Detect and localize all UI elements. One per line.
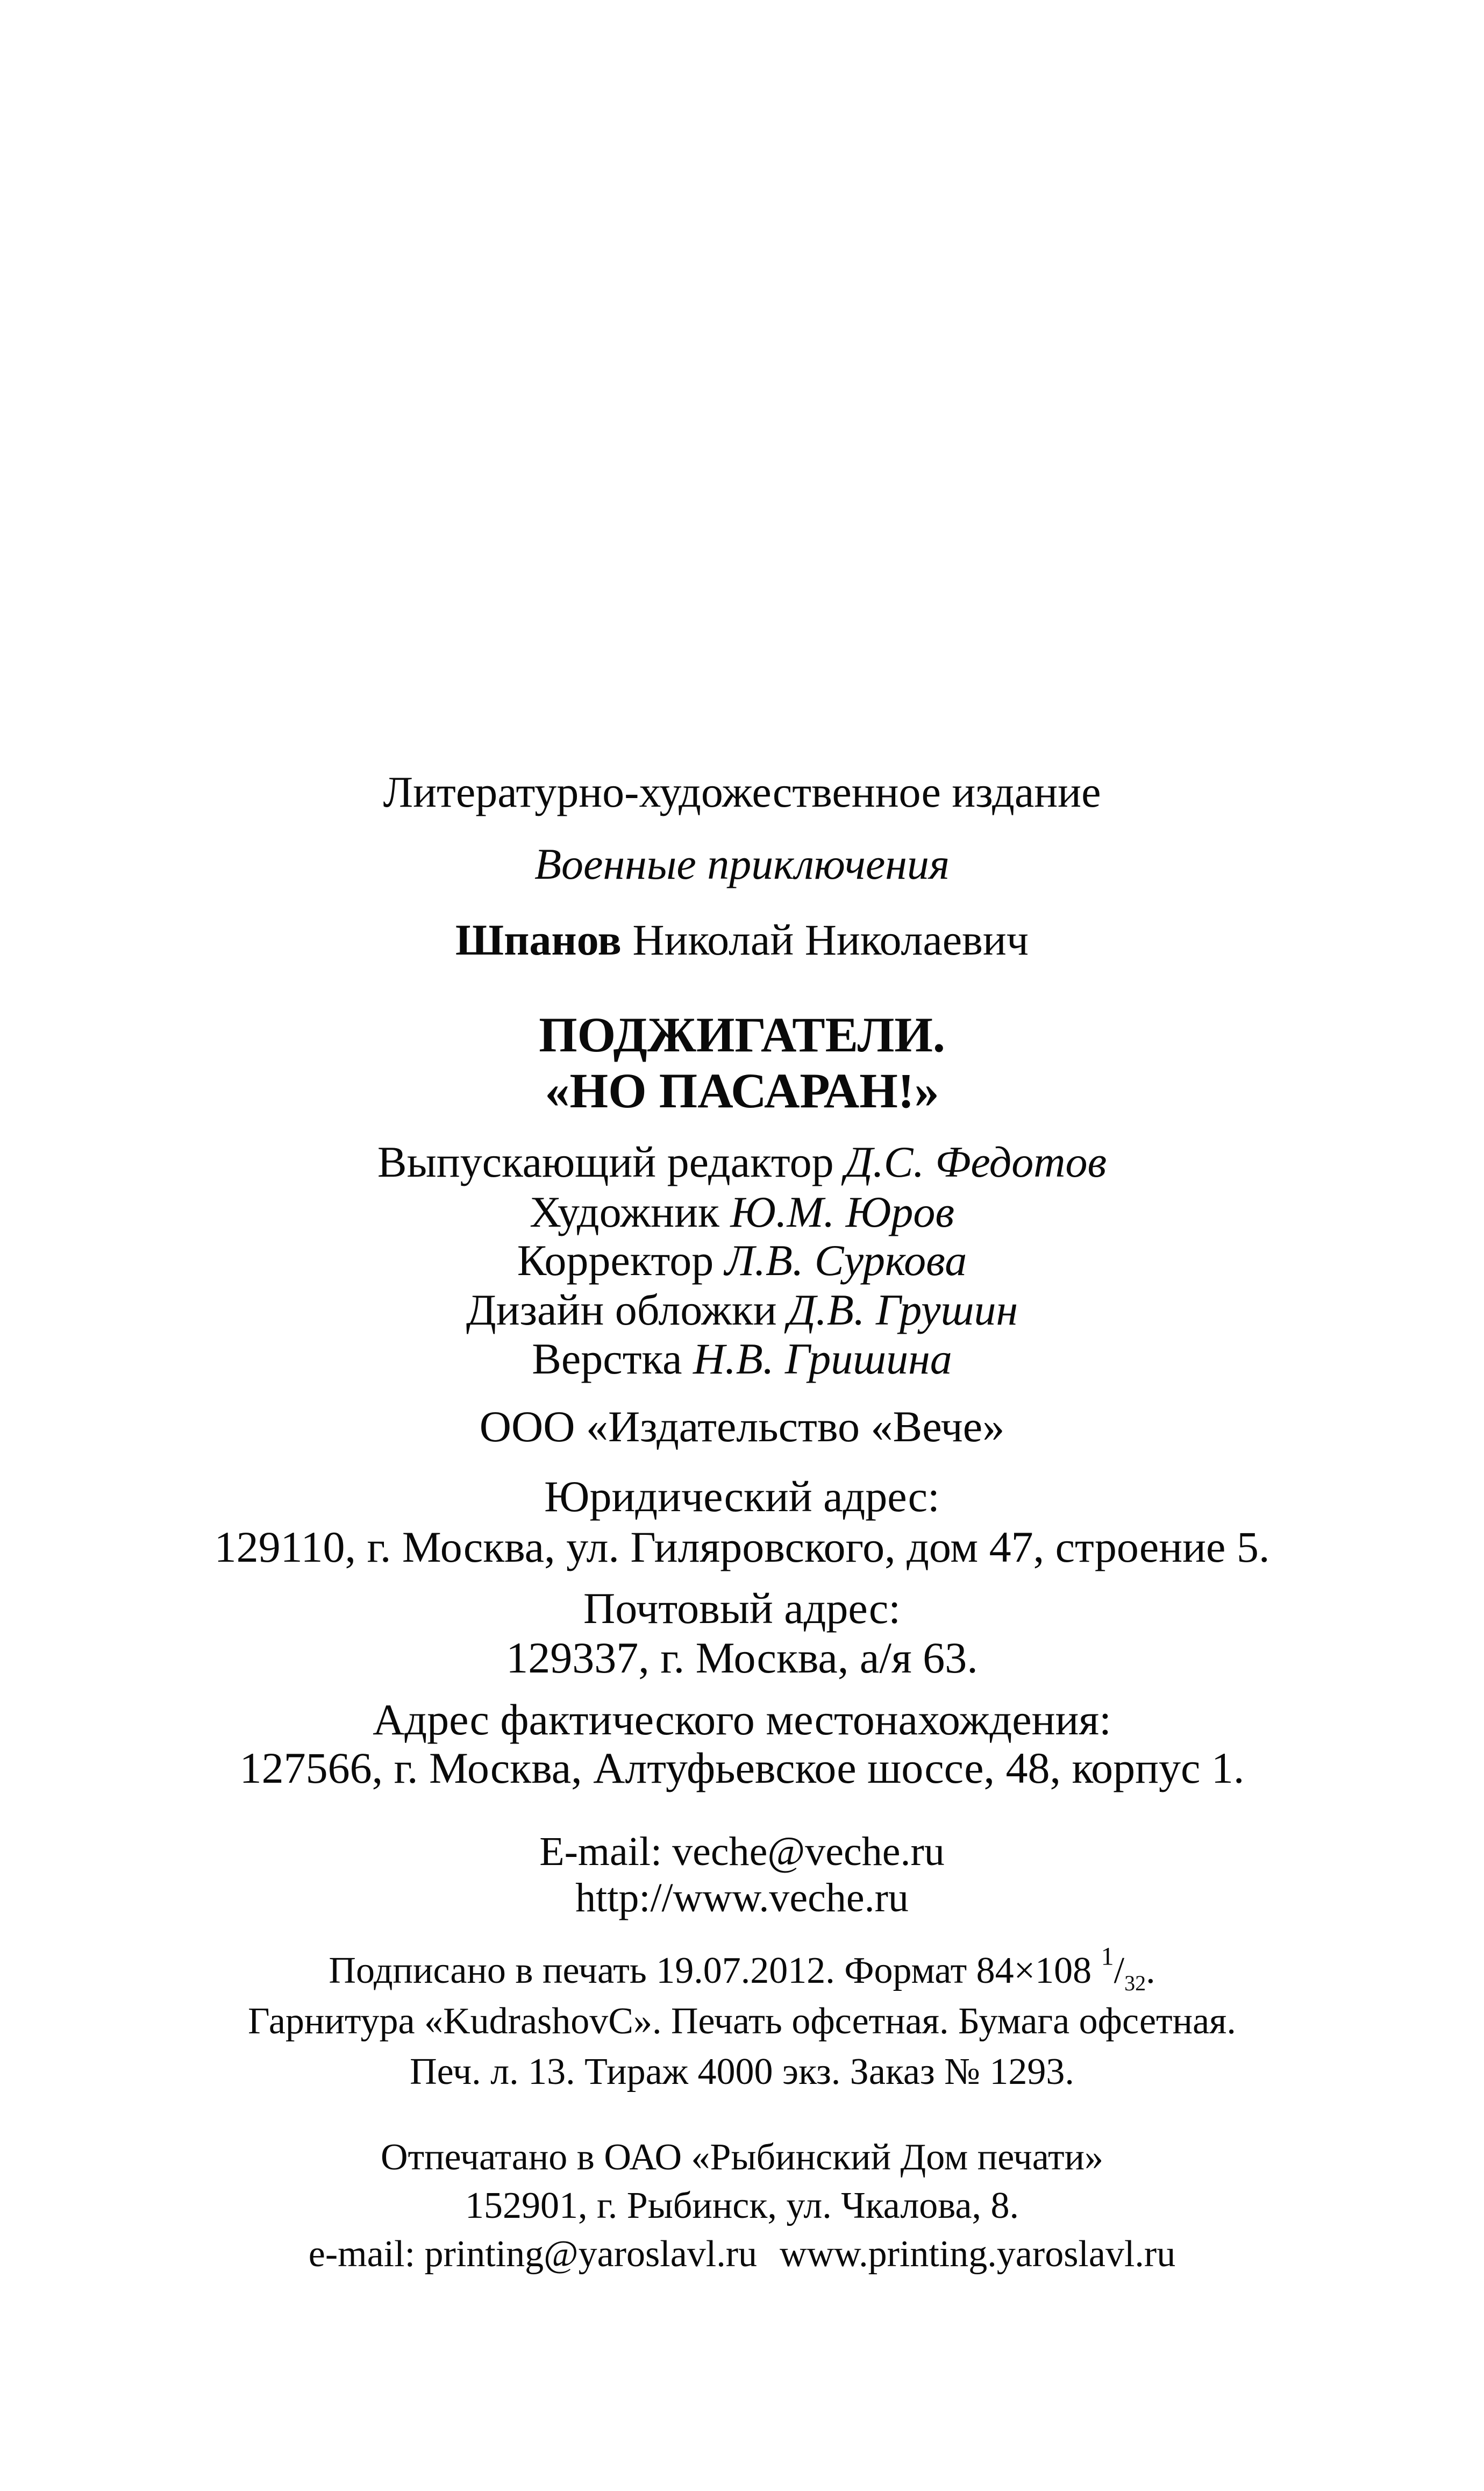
print-info-line-2 [0,2003,1484,2040]
genre: Литературно-художественное издание [383,767,1101,816]
credit-role: Выпускающий редактор [377,1137,834,1186]
printer-name: Отпечатано в ОАО «Рыбинский Дом печати» [380,2137,1104,2178]
credit-line [0,1137,1484,1186]
legal-address-text: 129110, г. Москва, ул. Гиляровского, дом 47, строение 5. [214,1522,1270,1571]
publisher-email [0,1831,1484,1872]
format-denominator: 32 [1124,1971,1146,1995]
format-numerator: 1 [1101,1942,1114,1971]
credit-role: Дизайн обложки [466,1285,777,1334]
print-signed-format: Подписано в печать 19.07.2012. Формат 84×108 [329,1950,1092,1991]
postal-address-label [0,1586,1484,1631]
postal-address-text: 129337, г. Москва, а/я 63. [506,1633,978,1682]
author-surname: Шпанов [455,915,622,964]
publisher-name [0,1402,1484,1451]
credit-role: Верстка [532,1334,682,1383]
actual-address-text: 127566, г. Москва, Алтуфьевское шоссе, 48, корпус 1. [239,1743,1245,1792]
actual-address-label [0,1695,1484,1744]
series-line [0,839,1484,888]
credit-name: Д.С. Федотов [845,1137,1107,1186]
credit-role: Корректор [517,1236,714,1285]
credit-line [0,1236,1484,1285]
book-title-2: «НО ПАСАРАН!» [545,1063,939,1118]
printer-line-1 [0,2139,1484,2176]
credit-line [0,1334,1484,1383]
postal-address [0,1633,1484,1682]
format-slash: / [1114,1950,1125,1991]
printer-line-2 [0,2187,1484,2225]
publisher-website [0,1877,1484,1918]
genre-line [0,767,1484,816]
title-line-1 [0,1007,1484,1062]
series: Военные приключения [534,839,950,888]
legal-address-label [0,1472,1484,1521]
actual-address-label-text: Адрес фактического местонахождения: [373,1695,1111,1744]
credit-name: Л.В. Суркова [724,1236,967,1285]
credit-name: Ю.М. Юров [730,1187,954,1236]
publisher-website-link[interactable]: http://www.veche.ru [575,1875,909,1920]
legal-address [0,1522,1484,1571]
credit-role: Художник [530,1187,719,1236]
title-line-2 [0,1063,1484,1118]
publisher-name-text: ООО «Издательство «Вече» [479,1402,1005,1451]
print-typeface-paper: Гарнитура «KudrashovC». Печать офсетная. Бумага офсетная. [248,2001,1236,2042]
credit-line [0,1285,1484,1334]
printer-address: 152901, г. Рыбинск, ул. Чкалова, 8. [465,2185,1019,2226]
credit-line [0,1187,1484,1236]
author-line [0,915,1484,964]
print-info-line-1 [0,1942,1484,1995]
publisher-email-link[interactable]: E-mail: veche@veche.ru [539,1829,945,1874]
format-end: . [1146,1950,1155,1991]
printer-email-link[interactable]: e-mail: printing@yaroslavl.ru [308,2233,758,2275]
printer-website-link[interactable]: www.printing.yaroslavl.ru [780,2233,1176,2275]
author-names: Николай Николаевич [632,915,1029,964]
actual-address [0,1743,1484,1792]
legal-address-label-text: Юридический адрес: [544,1472,940,1521]
credit-name: Н.В. Гришина [693,1334,952,1383]
print-run-order: Печ. л. 13. Тираж 4000 экз. Заказ № 1293. [410,2051,1074,2093]
postal-address-label-text: Почтовый адрес: [583,1584,901,1633]
printer-line-3 [0,2233,1484,2275]
print-info-line-3 [0,2053,1484,2091]
credit-name: Д.В. Грушин [788,1285,1018,1334]
book-title-1: ПОДЖИГАТЕЛИ. [539,1007,945,1062]
